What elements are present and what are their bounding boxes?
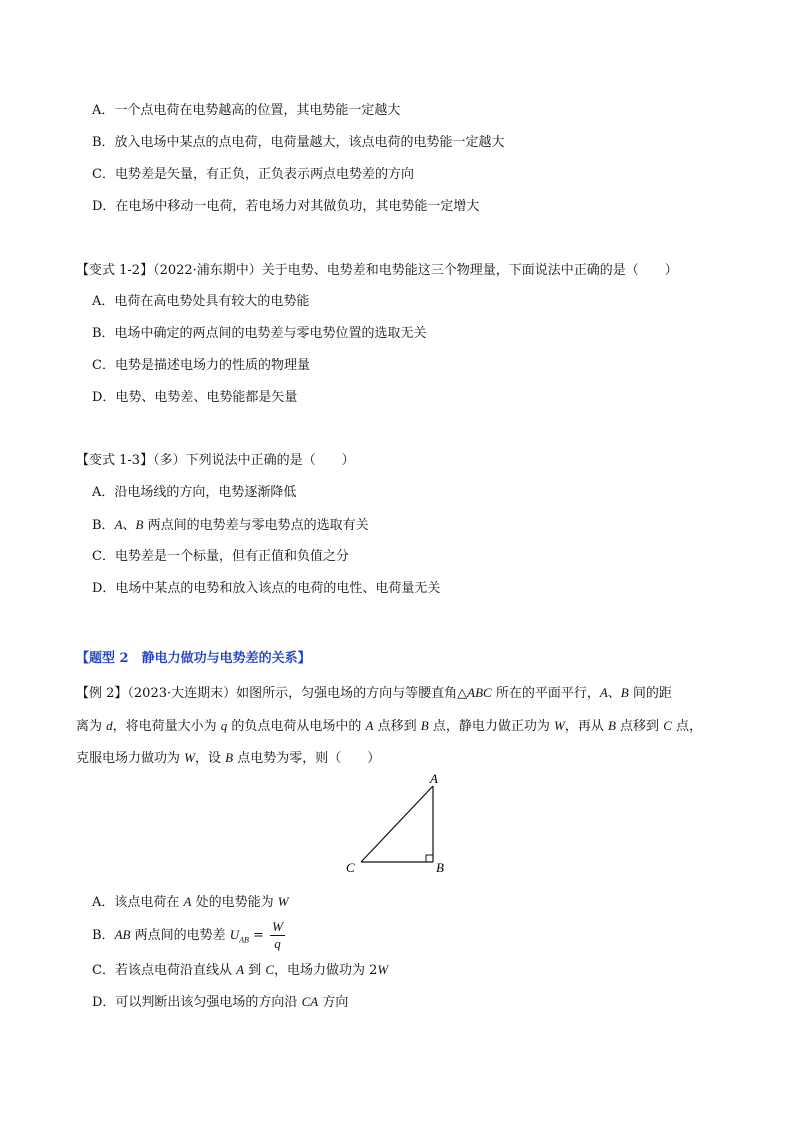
- option-b: B．电场中确定的两点间的电势差与零电势位置的选取无关: [92, 326, 427, 341]
- option-c: C．若该点电荷沿直线从 A 到 C，电场力做功为 2W: [92, 962, 389, 978]
- side-ac: [361, 786, 433, 862]
- option-a: A．电荷在高电势处具有较大的电势能: [92, 294, 310, 309]
- option-c: C．电势差是矢量，有正负，正负表示两点电势差的方向: [92, 167, 414, 182]
- option-b: B．A、B 两点间的电势差与零电势点的选取有关: [92, 517, 369, 533]
- vertex-label-b: B: [436, 860, 444, 875]
- option-a: A．沿电场线的方向，电势逐渐降低: [92, 485, 297, 500]
- option-a: A．一个点电荷在电势越高的位置，其电势能一定越大: [92, 103, 401, 118]
- triangle-abc-figure: [340, 772, 460, 882]
- right-angle-mark: [426, 855, 433, 862]
- option-d: D．电场中某点的电势和放入该点的电荷的电性、电荷量无关: [92, 581, 441, 596]
- option-b: B．AB 两点间的电势差 $U_{AB}$ = $\frac{W}{q}$: [92, 919, 283, 951]
- option-d: D．可以判断出该匀强电场的方向沿 CA 方向: [92, 994, 349, 1010]
- fraction-w-over-q: $\frac{W}{q}$: [272, 919, 283, 951]
- option-c: C．电势差是一个标量，但有正值和负值之分: [92, 549, 349, 564]
- example-stem-line-3: 克服电场力做功为 W，设 B 点电势为零，则（ ）: [76, 750, 381, 766]
- option-d: D．电势、电势差、电势能都是矢量: [92, 390, 298, 405]
- example-stem-line-2: 离为 d，将电荷量大小为 q 的负点电荷从电场中的 A 点移到 B 点，静电力做正功为 W，再从 B 点移到 C 点，: [76, 718, 702, 734]
- question-stem: 【变式 1-2】（2022·浦东期中）关于电势、电势差和电势能这三个物理量，下面说法中正确的是（ ）: [76, 263, 678, 278]
- example-stem-line-1: 【例 2】（2023·大连期末）如图所示，匀强电场的方向与等腰直角△ABC 所在的平面平行，A、B 间的距: [76, 685, 672, 701]
- option-c: C．电势是描述电场力的性质的物理量: [92, 358, 310, 373]
- option-b: B．放入电场中某点的点电荷，电荷量越大，该点电荷的电势能一定越大: [92, 135, 505, 150]
- vertex-label-c: C: [346, 860, 355, 875]
- option-d: D．在电场中移动一电荷，若电场力对其做负功，其电势能一定增大: [92, 199, 480, 214]
- option-a: A．该点电荷在 A 处的电势能为 W: [92, 894, 289, 910]
- vertex-label-a: A: [430, 772, 438, 786]
- question-stem: 【变式 1-3】（多）下列说法中正确的是（ ）: [76, 453, 355, 468]
- section-title: 【题型 2 静电力做功与电势差的关系】: [76, 651, 311, 666]
